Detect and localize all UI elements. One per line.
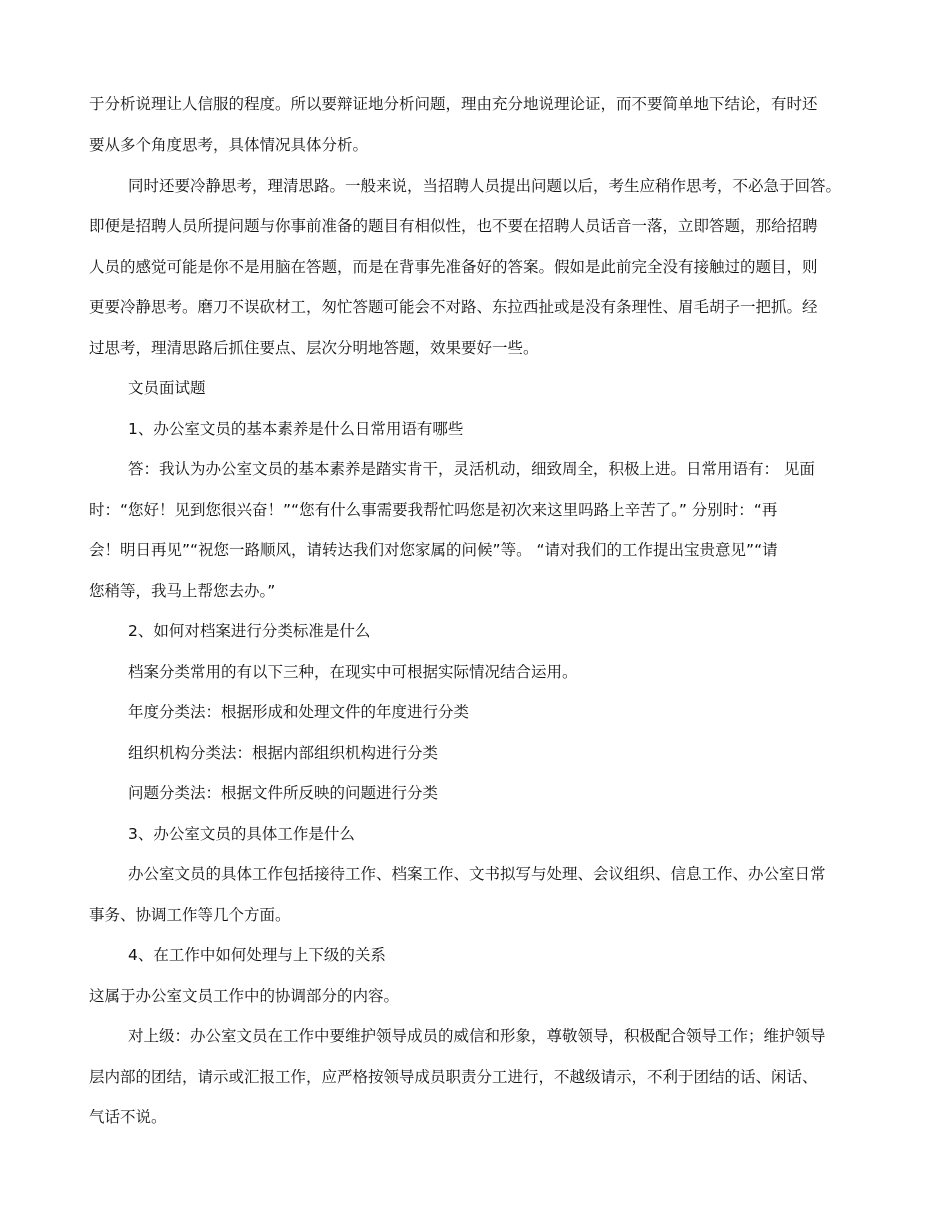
text-line: 即便是招聘人员所提问题与你事前准备的题目有相似性，也不要在招聘人员话音一落，立即答题，那给招聘 bbox=[89, 217, 818, 235]
text-line: 档案分类常用的有以下三种，在现实中可根据实际情况结合运用。 bbox=[128, 663, 578, 681]
text-line: 办公室文员的具体工作包括接待工作、档案工作、文书拟写与处理、会议组织、信息工作、办公室日常 bbox=[128, 865, 826, 883]
text-line: 人员的感觉可能是你不是用脑在答题，而是在背事先准备好的答案。假如是此前完全没有接触过的题目，则 bbox=[89, 258, 818, 276]
text-line: 事务、协调工作等几个方面。 bbox=[89, 906, 291, 924]
text-line: 于分析说理让人信服的程度。所以要辩证地分析问题，理由充分地说理论证，而不要简单地下结论，有时还 bbox=[89, 95, 818, 113]
text-line: 气话不说。 bbox=[89, 1108, 167, 1126]
text-line: 您稍等，我马上帮您去办。” bbox=[89, 582, 276, 600]
question-heading: 1、办公室文员的基本素养是什么日常用语有哪些 bbox=[128, 420, 464, 438]
question-heading: 2、如何对档案进行分类标准是什么 bbox=[128, 622, 371, 640]
text-line: 答：我认为办公室文员的基本素养是踏实肯干，灵活机动，细致周全，积极上进。日常用语有： 见面 bbox=[128, 460, 815, 478]
text-line: 组织机构分类法：根据内部组织机构进行分类 bbox=[128, 744, 439, 762]
text-line: 对上级：办公室文员在工作中要维护领导成员的威信和形象，尊敬领导，积极配合领导工作；维护领导 bbox=[128, 1027, 826, 1045]
text-line: 过思考，理清思路后抓住要点、层次分明地答题，效果要好一些。 bbox=[89, 339, 539, 357]
text-line: 问题分类法：根据文件所反映的问题进行分类 bbox=[128, 784, 439, 802]
section-title: 文员面试题 bbox=[128, 379, 206, 397]
question-heading: 4、在工作中如何处理与上下级的关系 bbox=[128, 946, 386, 964]
text-line: 更要冷静思考。磨刀不误砍材工，匆忙答题可能会不对路、东拉西扯或是没有条理性、眉毛胡子一把抓。经 bbox=[89, 298, 818, 316]
text-line: 会！明日再见”“祝您一路顺风，请转达我们对您家属的问候”等。 “请对我们的工作提出宝贵意见”“请 bbox=[89, 541, 778, 559]
text-line: 层内部的团结，请示或汇报工作，应严格按领导成员职责分工进行，不越级请示，不利于团结的话、闲话、 bbox=[89, 1068, 818, 1086]
text-line: 这属于办公室文员工作中的协调部分的内容。 bbox=[89, 987, 400, 1005]
text-line: 年度分类法：根据形成和处理文件的年度进行分类 bbox=[128, 703, 470, 721]
text-line: 时：“您好！见到您很兴奋！”“您有什么事需要我帮忙吗您是初次来这里吗路上辛苦了。” 分别时：“再 bbox=[89, 501, 778, 519]
text-line: 同时还要冷静思考，理清思路。一般来说，当招聘人员提出问题以后，考生应稍作思考，不必急于回答。 bbox=[128, 177, 842, 195]
question-heading: 3、办公室文员的具体工作是什么 bbox=[128, 825, 355, 843]
text-line: 要从多个角度思考，具体情况具体分析。 bbox=[89, 136, 369, 154]
